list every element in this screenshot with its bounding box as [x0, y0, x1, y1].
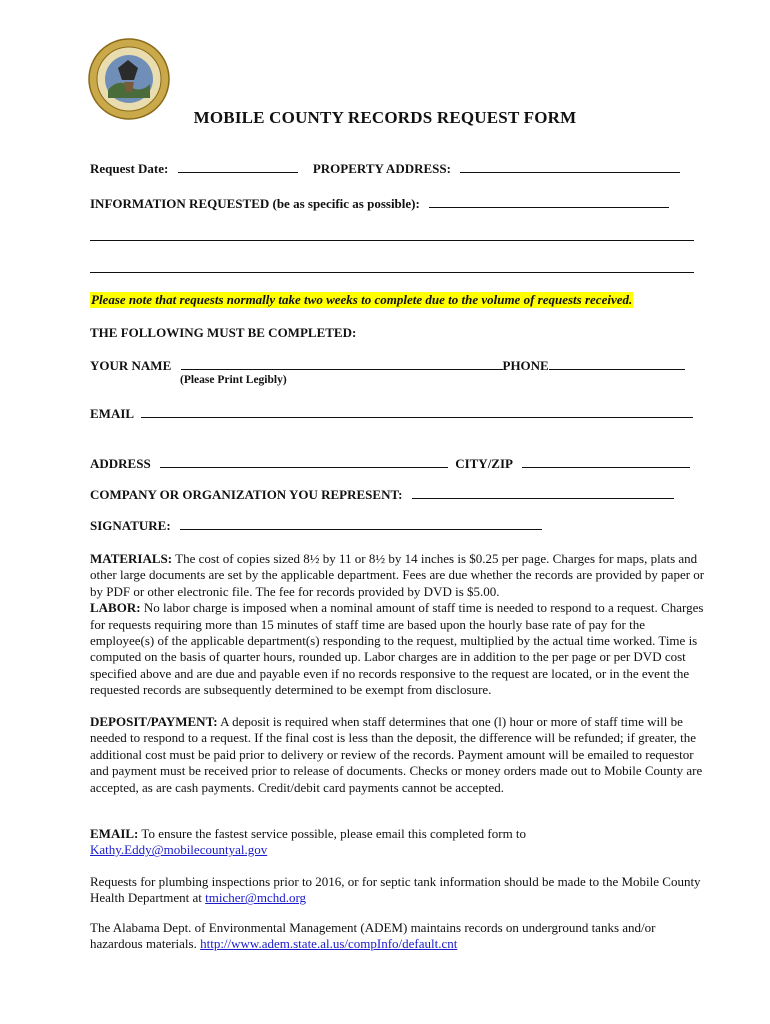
info-requested-field[interactable]	[429, 195, 669, 208]
company-label: COMPANY OR ORGANIZATION YOU REPRESENT:	[90, 487, 403, 502]
city-zip-field[interactable]	[522, 455, 690, 468]
info-requested-row	[90, 195, 669, 212]
materials-labor-paragraph	[90, 551, 710, 699]
email-section-label: EMAIL:	[90, 826, 139, 841]
adem-text: The Alabama Dept. of Environmental Management (ADEM) maintains records on underground tanks and/or hazardous materials.	[90, 920, 656, 952]
request-date-label: Request Date:	[90, 161, 169, 176]
deposit-text: A deposit is required when staff determines that one (l) hour or more of staff time will be needed to respond to a request. If the final cost is less than the deposit, the difference will be refunded; if greater, the additional cost must be paid prior to delivery or review of the records. Payment amount will be emailed to requestor and payment must be received prior to release of documents. Checks or money orders made out to Mobile County are accepted, as are cash payments. Credit/debit card payments cannot be accepted.	[90, 714, 703, 795]
materials-label: MATERIALS:	[90, 551, 173, 566]
phone-field[interactable]	[549, 357, 685, 370]
email-field[interactable]	[141, 405, 693, 418]
email-label: EMAIL	[90, 406, 134, 421]
email-instructions	[90, 826, 710, 859]
labor-label: LABOR:	[90, 600, 141, 616]
info-requested-label: INFORMATION REQUESTED (be as specific as possible):	[90, 196, 420, 211]
your-name-field[interactable]	[181, 357, 503, 370]
signature-label: SIGNATURE:	[90, 518, 171, 533]
page-title: MOBILE COUNTY RECORDS REQUEST FORM	[193, 108, 577, 127]
email-row	[90, 405, 693, 422]
company-field[interactable]	[412, 486, 674, 499]
address-label: ADDRESS	[90, 456, 151, 471]
health-department-email-link[interactable]: tmicher@mchd.org	[205, 890, 307, 906]
plumbing-text: Requests for plumbing inspections prior to 2016, or for septic tank information should be made to the Mobile County Health Department at	[90, 874, 701, 906]
property-address-field[interactable]	[460, 160, 680, 173]
processing-notice: Please note that requests normally take two weeks to complete due to the volume of requests received.	[91, 292, 633, 307]
property-address-label: PROPERTY ADDRESS:	[312, 161, 451, 176]
deposit-paragraph	[90, 714, 710, 796]
address-row	[90, 455, 690, 472]
info-requested-line-2[interactable]	[90, 240, 694, 241]
signature-row	[90, 517, 542, 534]
email-section-text: To ensure the fastest service possible, please email this completed form to	[141, 826, 527, 841]
adem-paragraph	[90, 920, 710, 953]
submission-email-link[interactable]: Kathy.Eddy@mobilecountyal.gov	[90, 842, 268, 858]
your-name-label: YOUR NAME	[90, 358, 172, 373]
materials-text: The cost of copies sized 8½ by 11 or 8½ by 14 inches is $0.25 per page. Charges for maps, plats and other large documents are set by the applicable department. Fees are due whether the records are provided by paper or by PDF or other electronic file. The fee for records provided by DVD is $5.00.	[90, 551, 705, 599]
request-date-field[interactable]	[178, 160, 298, 173]
print-hint: (Please Print Legibly)	[180, 374, 287, 386]
request-date-row	[90, 160, 680, 177]
city-zip-label: CITY/ZIP	[455, 456, 513, 471]
signature-field[interactable]	[180, 517, 542, 530]
company-row	[90, 486, 674, 503]
plumbing-paragraph	[90, 874, 710, 907]
address-field[interactable]	[160, 455, 448, 468]
must-complete-heading: THE FOLLOWING MUST BE COMPLETED:	[90, 325, 357, 340]
adem-link[interactable]: http://www.adem.state.al.us/compInfo/default.cnt	[200, 936, 458, 952]
name-row	[90, 357, 685, 374]
info-requested-line-3[interactable]	[90, 272, 694, 273]
deposit-label: DEPOSIT/PAYMENT:	[90, 714, 218, 729]
phone-label: PHONE	[502, 358, 549, 373]
labor-text: No labor charge is imposed when a nominal amount of staff time is needed to respond to a request. Charges for requests requiring more than 15 minutes of staff time are based upon the hourly base rate of pay for the employee(s) of the applicable department(s) responding to the request, multiplied by the actual time worked. Time is computed on the basis of quarter hours, rounded up. Labor charges are in addition to the per page or per DVD cost specified above and are due and payable even if no records responsive to the request are located, or in the event the requested records are subsequently determined to be exempt from disclosure.	[90, 600, 704, 698]
